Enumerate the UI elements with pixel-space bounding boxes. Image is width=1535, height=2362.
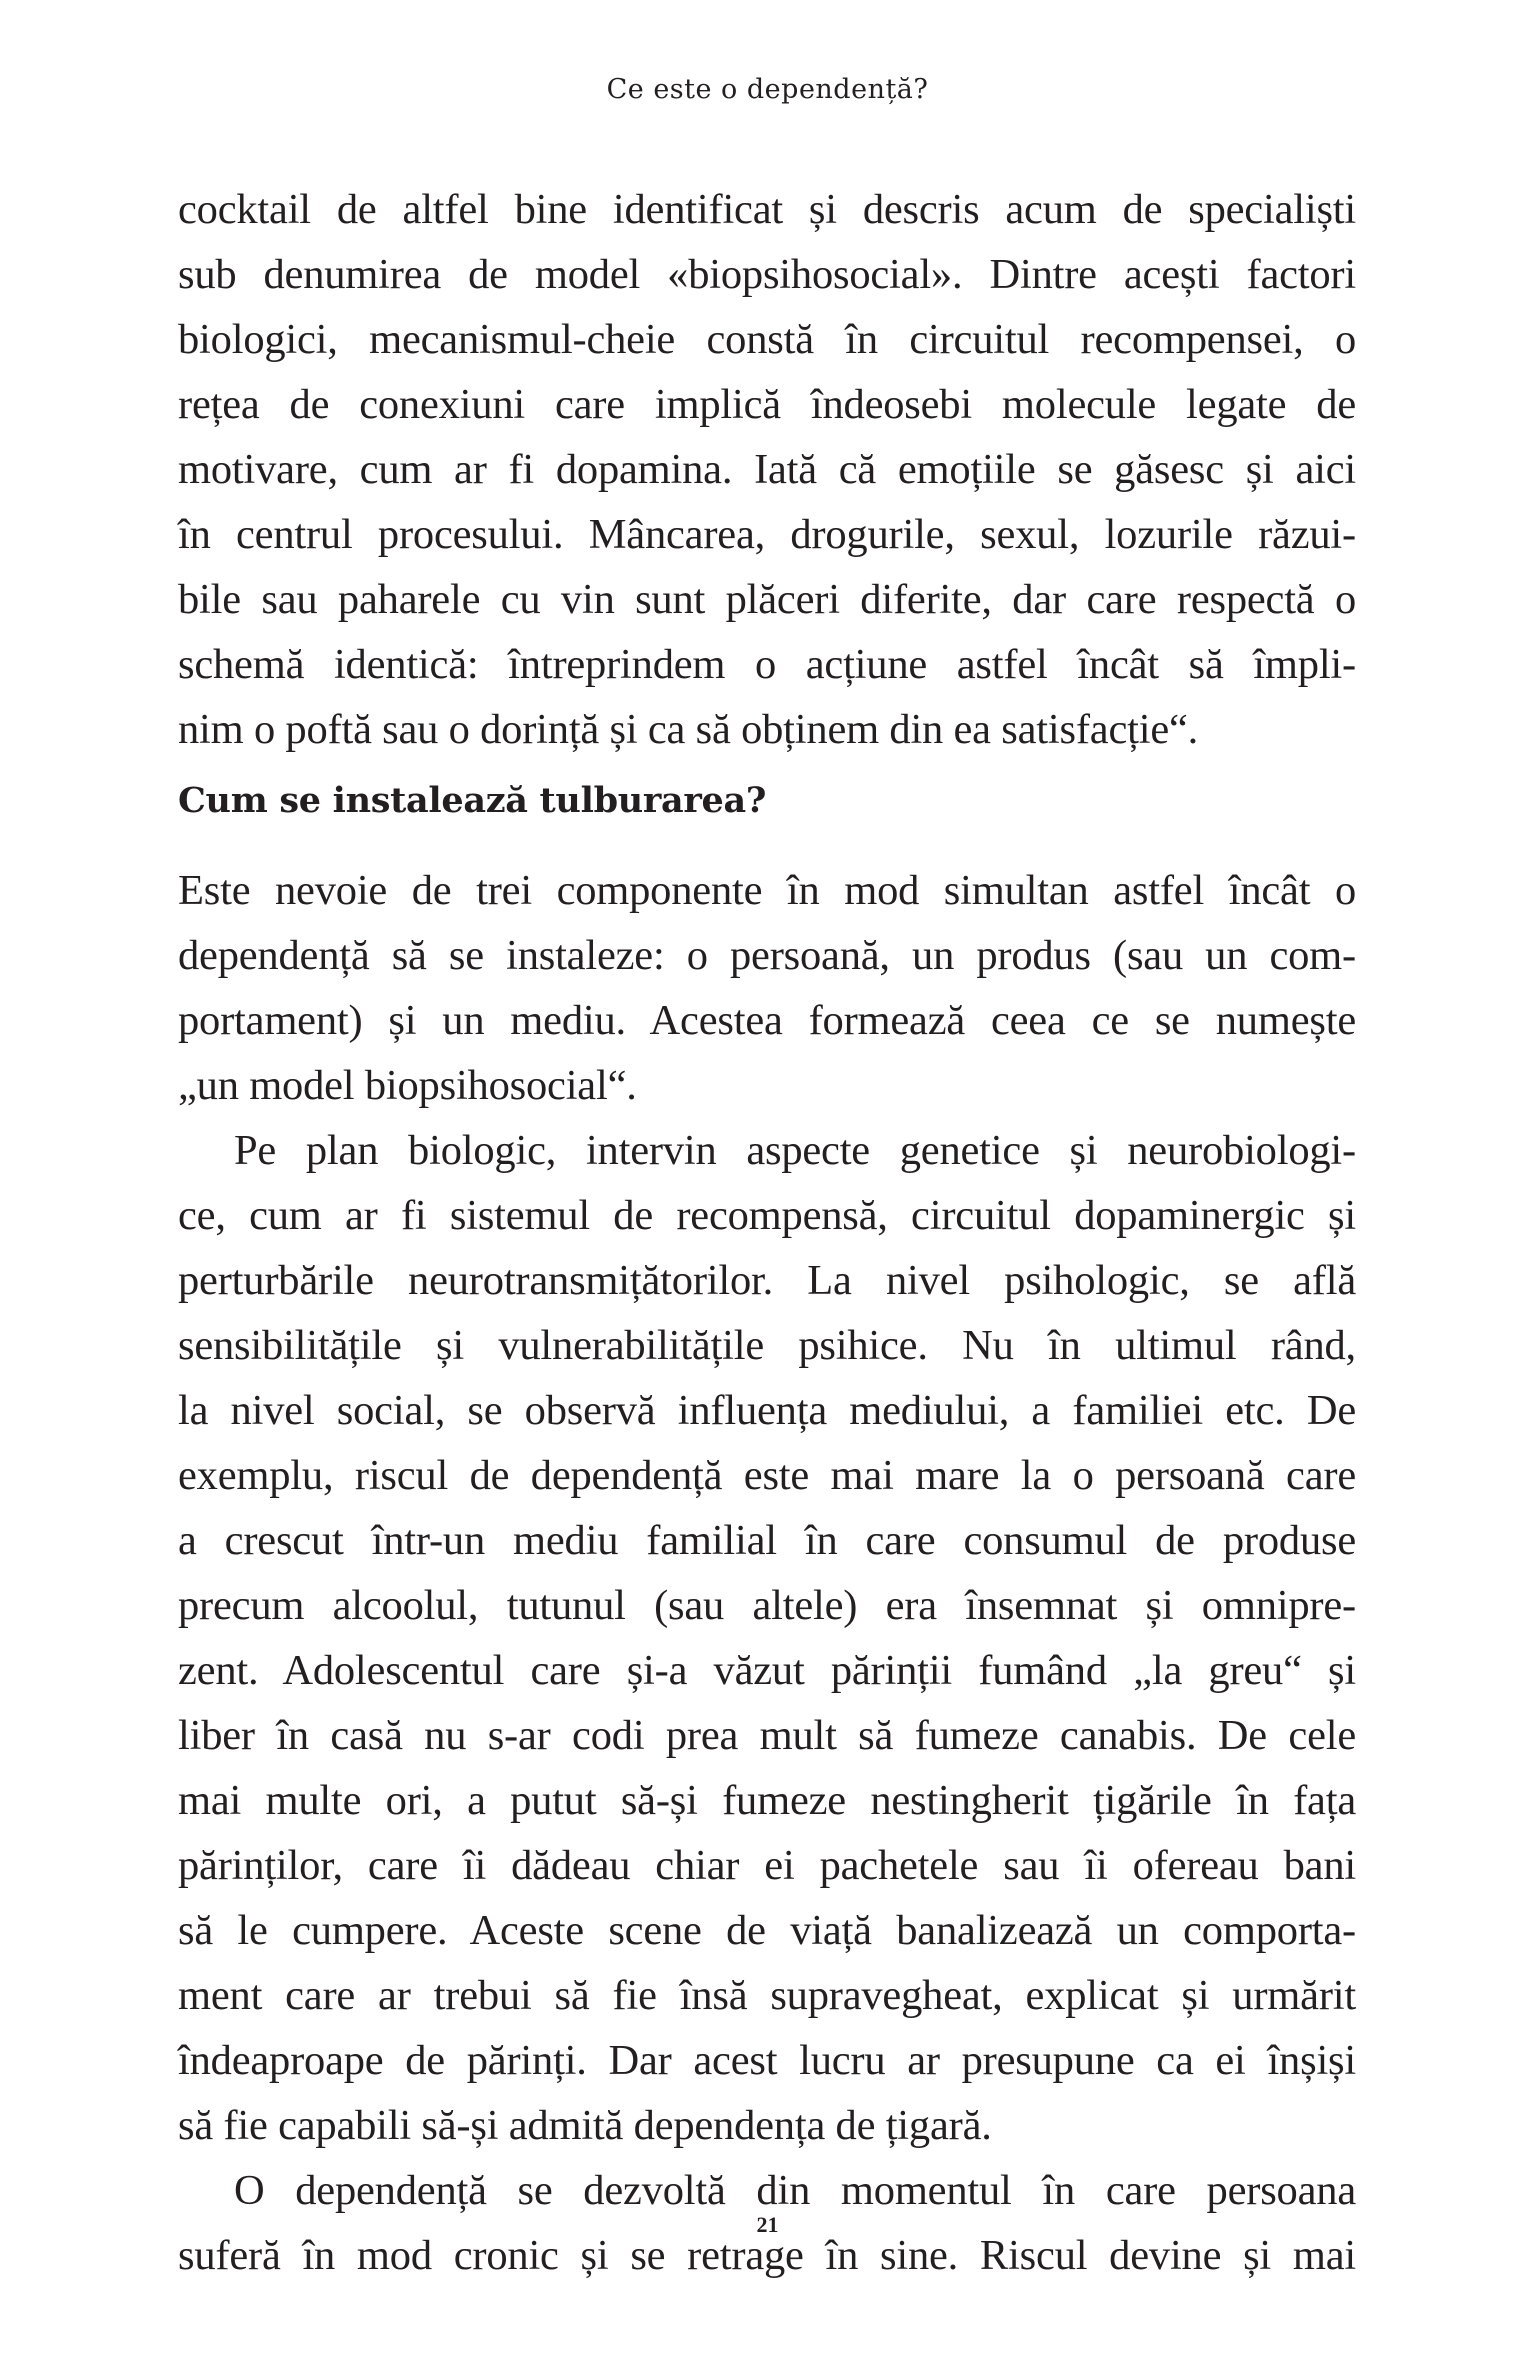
text-line: suferă în mod cronic și se retrage în sine. Riscul devine și mai: [178, 2232, 1356, 2279]
text-line: ce, cum ar fi sistemul de recompensă, circuitul dopaminergic și: [178, 1192, 1356, 1239]
text-line: biologici, mecanismul-cheie constă în circuitul recompensei, o: [178, 316, 1356, 363]
text-line: în centrul procesului. Mâncarea, drogurile, sexul, lozurile răzui-: [178, 511, 1356, 558]
text-line: îndeaproape de părinți. Dar acest lucru ar presupune ca ei înșiși: [178, 2037, 1356, 2084]
text-line: la nivel social, se observă influența mediului, a familiei etc. De: [178, 1387, 1356, 1434]
text-line: portament) și un mediu. Acestea formează ceea ce se numește: [178, 997, 1356, 1044]
text-line: ment care ar trebui să fie însă supravegheat, explicat și urmărit: [178, 1972, 1356, 2019]
section-heading: Cum se instalează tulburarea?: [178, 780, 767, 821]
text-line: cocktail de altfel bine identificat și descris acum de specialiști: [178, 186, 1356, 233]
text-line: motivare, cum ar fi dopamina. Iată că emoțiile se găsesc și aici: [178, 446, 1356, 493]
text-line: „un model biopsihosocial“.: [178, 1062, 637, 1109]
text-line: liber în casă nu s-ar codi prea mult să fumeze canabis. De cele: [178, 1712, 1356, 1759]
text-line: schemă identică: întreprindem o acțiune astfel încât să împli-: [178, 641, 1356, 688]
paragraph: [178, 1118, 1356, 2158]
section-body: [178, 858, 1356, 2288]
text-line: precum alcoolul, tutunul (sau altele) era însemnat și omnipre-: [178, 1582, 1356, 1629]
paragraph: [178, 858, 1356, 1118]
text-line: dependență să se instaleze: o persoană, un produs (sau un com-: [178, 932, 1356, 979]
text-line: Pe plan biologic, intervin aspecte genetice și neurobiologi-: [234, 1127, 1356, 1174]
text-line: rețea de conexiuni care implică îndeosebi molecule legate de: [178, 381, 1356, 428]
text-line: a crescut într-un mediu familial în care consumul de produse: [178, 1517, 1356, 1564]
text-line: sensibilitățile și vulnerabilitățile psihice. Nu în ultimul rând,: [178, 1322, 1356, 1369]
text-line: bile sau paharele cu vin sunt plăceri diferite, dar care respectă o: [178, 576, 1356, 623]
text-line: perturbările neurotransmițătorilor. La nivel psihologic, se află: [178, 1257, 1356, 1304]
text-line: să le cumpere. Aceste scene de viață banalizează un comporta-: [178, 1907, 1356, 1954]
page-number: 21: [756, 2212, 779, 2237]
text-line: sub denumirea de model «biopsihosocial». Dintre acești factori: [178, 251, 1356, 298]
running-header: Ce este o dependență?: [606, 74, 929, 105]
text-line: nim o poftă sau o dorință și ca să obținem din ea satisfacție“.: [178, 706, 1199, 753]
text-line: Este nevoie de trei componente în mod simultan astfel încât o: [178, 867, 1356, 914]
text-line: să fie capabili să-și admită dependența de țigară.: [178, 2102, 992, 2149]
text-line: exemplu, riscul de dependență este mai mare la o persoană care: [178, 1452, 1356, 1499]
intro-paragraph: [178, 177, 1356, 762]
text-line: zent. Adolescentul care și-a văzut părinții fumând „la greu“ și: [178, 1647, 1356, 1694]
text-line: mai multe ori, a putut să-și fumeze nestingherit țigările în fața: [178, 1777, 1356, 1824]
text-line: părinților, care îi dădeau chiar ei pachetele sau îi ofereau bani: [178, 1842, 1356, 1889]
text-line: O dependență se dezvoltă din momentul în care persoana: [234, 2167, 1356, 2214]
